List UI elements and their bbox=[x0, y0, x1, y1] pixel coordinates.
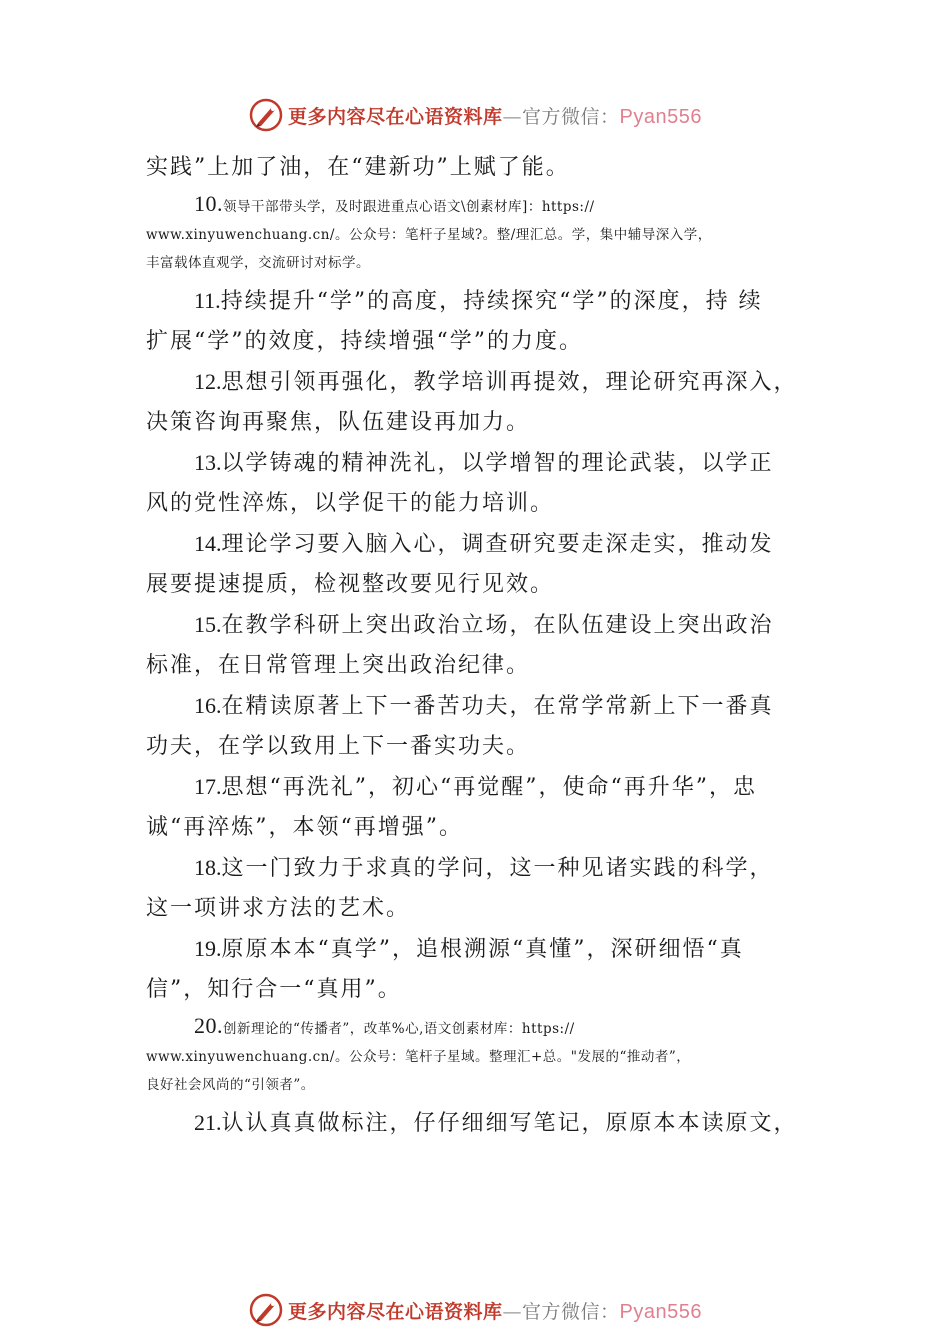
item-15 bbox=[146, 605, 806, 686]
item-text: www.xinyuwenchuang.cn/。公众号：笔杆子星域。整理汇+总。"发展的“推动者”， bbox=[146, 1049, 691, 1065]
header-wechat-label: 官方微信： bbox=[522, 105, 620, 128]
item-number: 11. bbox=[194, 288, 221, 313]
item-20 bbox=[146, 1012, 806, 1099]
item-number: 13. bbox=[194, 450, 222, 475]
item-text: 风的党性淬炼，以学促干的能力培训。 bbox=[146, 491, 555, 516]
item-number: 12. bbox=[194, 369, 222, 394]
item-text: 信”，知行合一“真用”。 bbox=[146, 977, 402, 1002]
header-banner-text bbox=[288, 102, 702, 129]
item-text: 展要提速提质，检视整改要见行见效。 bbox=[146, 572, 555, 597]
item-16 bbox=[146, 686, 806, 767]
footer-wechat-id: Pyan556 bbox=[619, 1300, 702, 1323]
item-text: 持续提升“学”的高度，持续探究“学”的深度，持 续 bbox=[220, 289, 763, 314]
item-number: 10. bbox=[194, 191, 223, 216]
item-17 bbox=[146, 767, 806, 848]
item-text: 创新理论的“传播者”，改革%心,语文创素材库：https:// bbox=[223, 1021, 575, 1037]
item-number: 21. bbox=[194, 1110, 222, 1135]
document-body bbox=[146, 148, 806, 1144]
footer-dash: — bbox=[502, 1300, 523, 1323]
item-text: 认认真真做标注，仔仔细细写笔记，原原本本读原文， bbox=[221, 1111, 798, 1136]
item-text: 原原本本“真学”，追根溯源“真懂”，深研细悟“真 bbox=[221, 937, 744, 962]
item-text: 以学铸魂的精神洗礼，以学增智的理论武装，以学正 bbox=[221, 451, 774, 476]
item-text: 在精读原著上下一番苦功夫，在常学常新上下一番真 bbox=[221, 694, 774, 719]
item-18 bbox=[146, 848, 806, 929]
continuation-line: 实践”上加了油，在“建新功”上赋了能。 bbox=[146, 155, 570, 180]
item-text: 标准，在日常管理上突出政治纪律。 bbox=[146, 653, 531, 678]
item-10 bbox=[146, 190, 806, 277]
footer-banner bbox=[0, 1290, 950, 1330]
pen-logo-icon bbox=[248, 1292, 284, 1328]
item-13 bbox=[146, 443, 806, 524]
item-number: 14. bbox=[194, 531, 222, 556]
header-banner bbox=[0, 95, 950, 135]
item-number: 19. bbox=[194, 936, 222, 961]
item-12 bbox=[146, 362, 806, 443]
item-number: 17. bbox=[194, 774, 222, 799]
footer-banner-text bbox=[288, 1297, 702, 1324]
item-number: 16. bbox=[194, 693, 222, 718]
footer-wechat-label: 官方微信： bbox=[522, 1300, 620, 1323]
item-text: 丰富载体直观学，交流研讨对标学。 bbox=[146, 255, 370, 271]
header-wechat-id: Pyan556 bbox=[619, 105, 702, 128]
item-text: 这一项讲求方法的艺术。 bbox=[146, 896, 411, 921]
item-text: 这一门致力于求真的学问，这一种见诸实践的科学， bbox=[221, 856, 774, 881]
item-text: 扩展“学”的效度，持续增强“学”的力度。 bbox=[146, 329, 583, 354]
item-number: 15. bbox=[194, 612, 222, 637]
item-text: 良好社会风尚的“引领者”。 bbox=[146, 1077, 315, 1093]
item-number: 20. bbox=[194, 1013, 223, 1038]
item-text: 诚“再淬炼”，本领“再增强”。 bbox=[146, 815, 463, 840]
item-14 bbox=[146, 524, 806, 605]
item-text: 功夫，在学以致用上下一番实功夫。 bbox=[146, 734, 531, 759]
header-dash: — bbox=[502, 105, 523, 128]
item-text: 领导干部带头学，及时跟进重点心语文\创素材库]：https:// bbox=[223, 199, 595, 215]
item-text: 思想“再洗礼”，初心“再觉醒”，使命“再升华”，忠 bbox=[221, 775, 757, 800]
item-11 bbox=[146, 281, 806, 362]
item-text: 理论学习要入脑入心，调查研究要走深走实，推动发 bbox=[221, 532, 774, 557]
item-21 bbox=[146, 1103, 806, 1144]
item-text: 决策咨询再聚焦，队伍建设再加力。 bbox=[146, 410, 531, 435]
pen-logo-icon bbox=[248, 97, 284, 133]
item-number: 18. bbox=[194, 855, 222, 880]
item-text: 在教学科研上突出政治立场，在队伍建设上突出政治 bbox=[221, 613, 774, 638]
header-site: 更多内容尽在心语资料库 bbox=[288, 105, 503, 128]
item-19 bbox=[146, 929, 806, 1010]
item-text: www.xinyuwenchuang.cn/。公众号：笔杆子星域?。整/理汇总。学，集中辅导深入学， bbox=[146, 227, 712, 243]
footer-site: 更多内容尽在心语资料库 bbox=[288, 1300, 503, 1323]
item-text: 思想引领再强化，教学培训再提效，理论研究再深入， bbox=[221, 370, 798, 395]
